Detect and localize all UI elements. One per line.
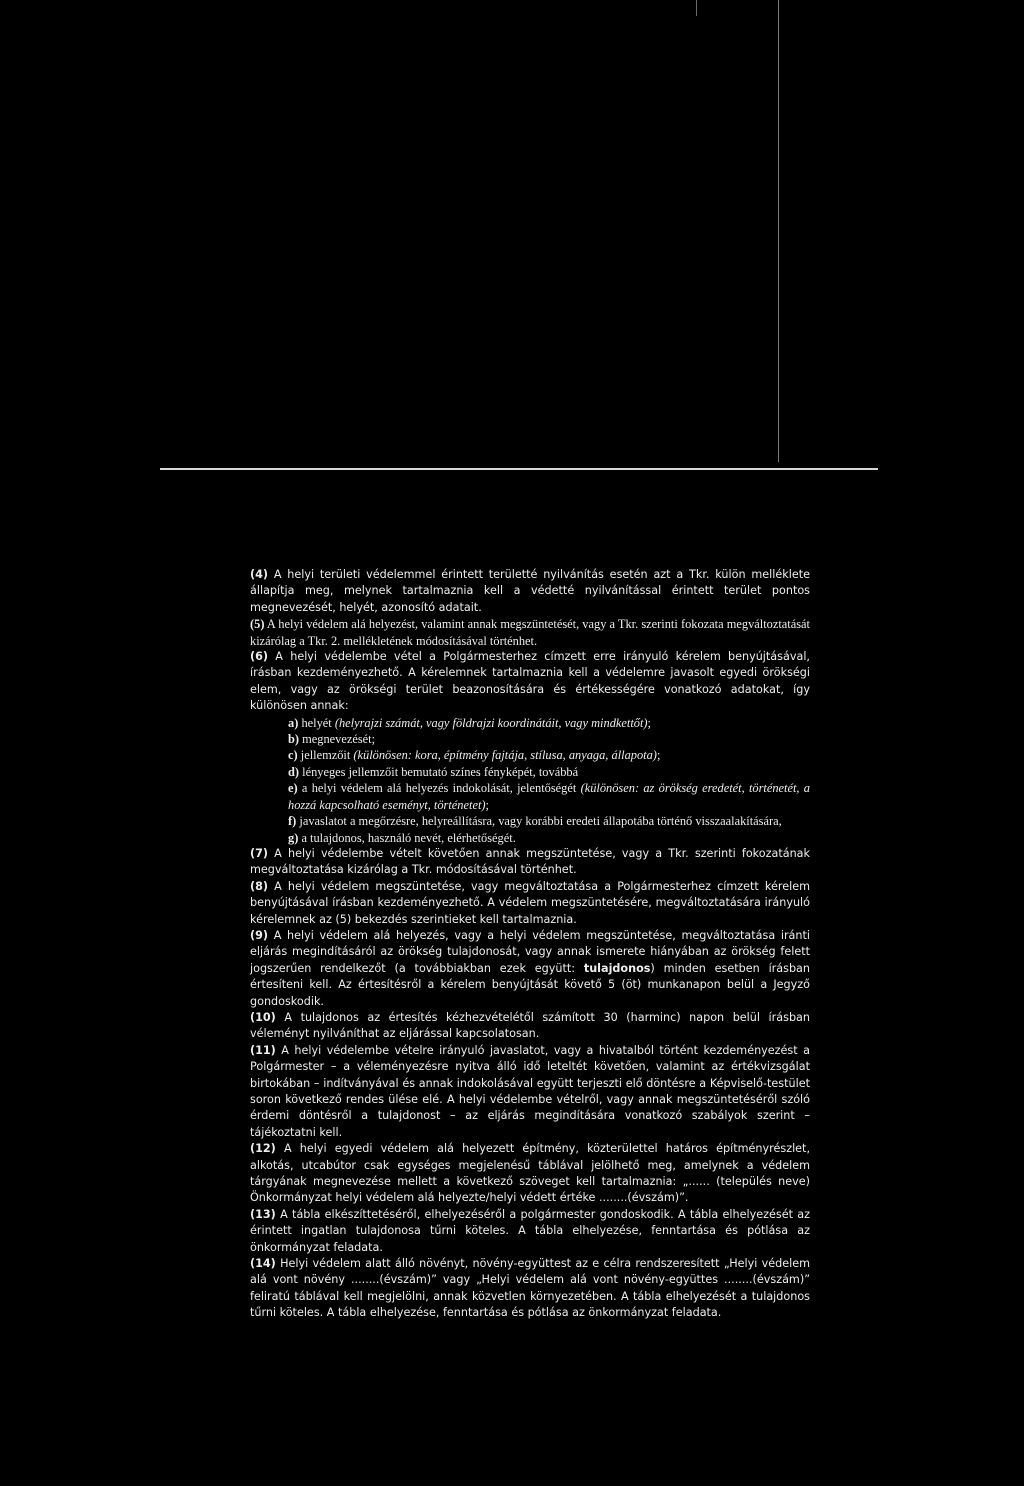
paragraph-number: (4) bbox=[250, 568, 269, 581]
item-list bbox=[250, 715, 810, 846]
paragraph-text-continued: ) minden esetben írásban értesíteni kell. Az értesítésről a kérelem benyújtását követő 5 (öt) munkanapon belül a Jegyző gondoskodik. bbox=[250, 961, 811, 1008]
paragraph-8 bbox=[250, 879, 810, 928]
paragraph-12 bbox=[250, 1141, 810, 1207]
list-item-a bbox=[250, 715, 810, 731]
paragraph-14 bbox=[250, 1256, 810, 1322]
paragraph-number: (13) bbox=[250, 1207, 276, 1221]
list-item-e bbox=[250, 780, 810, 813]
paragraph-text: A tábla elkészíttetéséről, elhelyezéséről a polgármester gondoskodik. A tábla elhelyezését az érintett ingatlan tulajdonosa tűrni köteles. A tábla elhelyezése, fenntartása és pótlása az önkormányzat feladata. bbox=[250, 1207, 810, 1254]
paragraph-9 bbox=[250, 928, 810, 1010]
list-item-d bbox=[250, 764, 810, 780]
paragraph-number: (10) bbox=[250, 1010, 276, 1024]
item-label: f) bbox=[288, 814, 297, 829]
item-label: a) bbox=[288, 715, 299, 730]
paragraph-text: A helyi védelem alá helyezés, vagy a helyi védelem megszüntetése, megváltoztatása iránti eljárás megindításáról az örökség tulajdonosát, vagy annak ismerete hiányában az örökség felett jogszerűen rendelkezőt (a továbbiakban ezek együtt: bbox=[250, 928, 810, 975]
item-punct: ; bbox=[647, 715, 651, 730]
horizontal-rule bbox=[160, 468, 878, 470]
paragraph-13 bbox=[250, 1207, 810, 1256]
item-text: jellemzőit bbox=[300, 748, 351, 763]
item-label: d) bbox=[288, 764, 300, 779]
paragraph-number: (9) bbox=[250, 928, 269, 942]
paragraph-number: (12) bbox=[250, 1142, 276, 1156]
item-text: helyét bbox=[301, 715, 332, 730]
paragraph-text: A helyi egyedi védelem alá helyezett építmény, közterülettel határos építményrészlet, alkotás, utcabútor csak egységes megjelenésű táblával jelölhető meg, amelynek a védelem tárgyának megnevezése mellett a következő szöveget kell tartalmaznia: „...... (település neve) Önkormányzat helyi védelem alá helyezte/helyi védett értéke ........(évszám)”. bbox=[250, 1142, 810, 1205]
paragraph-text: A helyi védelembe vétel a Polgármesterhez címzett erre irányuló kérelem benyújtásával, írásban kezdeményezhető. A kérelemnek tartalmaznia kell a védelemre javasolt egyedi örökségi elem, vagy az örökségi terület beazonosítására és értékességére vonatkozó adatokat, így különösen annak: bbox=[250, 650, 810, 713]
paragraph-text: A tulajdonos az értesítés kézhezvételétől számított 30 (harminc) napon belül írásban véleményt nyilváníthat az eljárással kapcsolatosan. bbox=[250, 1010, 810, 1041]
paragraph-number: (14) bbox=[250, 1257, 276, 1271]
paragraph-text: A helyi védelem alá helyezést, valamint annak megszüntetését, vagy a Tkr. szerinti fokozata megváltoztatását kizárólag a Tkr. 2. mellékletének módosításával történhet. bbox=[250, 617, 810, 648]
item-label: b) bbox=[288, 732, 300, 747]
paragraph-5 bbox=[250, 616, 810, 649]
paragraph-text: A helyi védelembe vételt követően annak megszüntetése, vagy a Tkr. szerinti fokozatának megváltoztatása kizárólag a Tkr. módosításával történhet. bbox=[250, 846, 810, 877]
scan-edge-line-vertical bbox=[778, 0, 779, 462]
list-item-b bbox=[250, 731, 810, 747]
item-punct: ; bbox=[656, 748, 661, 763]
scan-edge-line-short bbox=[696, 0, 697, 16]
item-italic-text: (különösen: kora, építmény fajtája, stílusa, anyaga, állapota) bbox=[353, 748, 657, 763]
document-text bbox=[250, 567, 810, 1322]
item-text: megnevezését; bbox=[302, 732, 376, 747]
paragraph-number: (11) bbox=[250, 1043, 276, 1057]
paragraph-6 bbox=[250, 649, 810, 715]
list-item-f bbox=[250, 813, 810, 829]
paragraph-11 bbox=[250, 1043, 810, 1141]
paragraph-7 bbox=[250, 846, 810, 879]
item-label: c) bbox=[288, 748, 298, 763]
paragraph-4 bbox=[250, 567, 810, 616]
paragraph-number: (5) bbox=[250, 617, 265, 632]
item-label: g) bbox=[288, 830, 299, 845]
paragraph-number: (8) bbox=[250, 879, 269, 893]
paragraph-number: (6) bbox=[250, 650, 269, 664]
item-text: a helyi védelem alá helyezés indokolását, jelentőségét bbox=[301, 781, 577, 796]
item-text: javaslatot a megőrzésre, helyreállításra, vagy korábbi eredeti állapotába történő visszaalakítására, bbox=[299, 814, 782, 829]
paragraph-text: Helyi védelem alatt álló növényt, növény-együttest az e célra rendszeresített „Helyi védelem alá vont növény ........(évszám)” vagy „Helyi védelem alá vont növény-együttes ........(évszám)” feliratú táblával kell megjelölni, annak közvetlen környezetében. A tábla elhelyezését a tulajdonos tűrni köteles. A tábla elhelyezése, fenntartása és pótlása az önkormányzat feladata. bbox=[250, 1257, 810, 1320]
item-punct: ; bbox=[485, 797, 489, 812]
item-italic-text: (helyrajzi számát, vagy földrajzi koordinátáit, vagy mindkettőt) bbox=[334, 715, 648, 730]
item-label: e) bbox=[288, 781, 298, 796]
paragraph-text: A helyi védelem megszüntetése, vagy megváltoztatása a Polgármesterhez címzett kérelem benyújtásával írásban kezdeményezhető. A védelem megszüntetésére, megváltoztatására irányuló kérelemnek az (5) bekezdés szerintieket kell tartalmaznia. bbox=[250, 879, 810, 926]
paragraph-bold-term: tulajdonos bbox=[583, 961, 651, 975]
paragraph-10 bbox=[250, 1010, 810, 1043]
paragraph-text: A helyi területi védelemmel érintett területté nyilvánítás esetén azt a Tkr. külön melléklete állapítja meg, melynek tartalmaznia kell a védetté nyilvánítással érintett terület pontos megnevezését, helyét, azonosító adatait. bbox=[250, 568, 810, 614]
list-item-g bbox=[250, 830, 810, 846]
paragraph-number: (7) bbox=[250, 846, 269, 860]
item-text: lényeges jellemzőit bemutató színes fényképét, továbbá bbox=[302, 764, 579, 779]
item-text: a tulajdonos, használó nevét, elérhetőségét. bbox=[301, 830, 516, 845]
item-italic-text: (különösen: az örökség eredetét, történetét, a hozzá kapcsolható eseményt, történetet) bbox=[288, 781, 810, 812]
list-item-c bbox=[250, 747, 810, 763]
paragraph-text: A helyi védelembe vételre irányuló javaslatot, vagy a hivatalból történt kezdeményezést a Polgármester – a véleményezésre nyitva álló idő leteltét követően, valamint az értékvizsgálat birtokában – indítványával és annak indokolásával együtt terjeszti elő döntésre a Képviselő-testület soron következő rendes ülése elé. A helyi védelembe vételről, vagy annak megszüntetéséről szóló érdemi döntésről a tulajdonost – az eljárás megindítására vonatkozó szabályok szerint – tájékoztatni kell. bbox=[250, 1043, 810, 1139]
